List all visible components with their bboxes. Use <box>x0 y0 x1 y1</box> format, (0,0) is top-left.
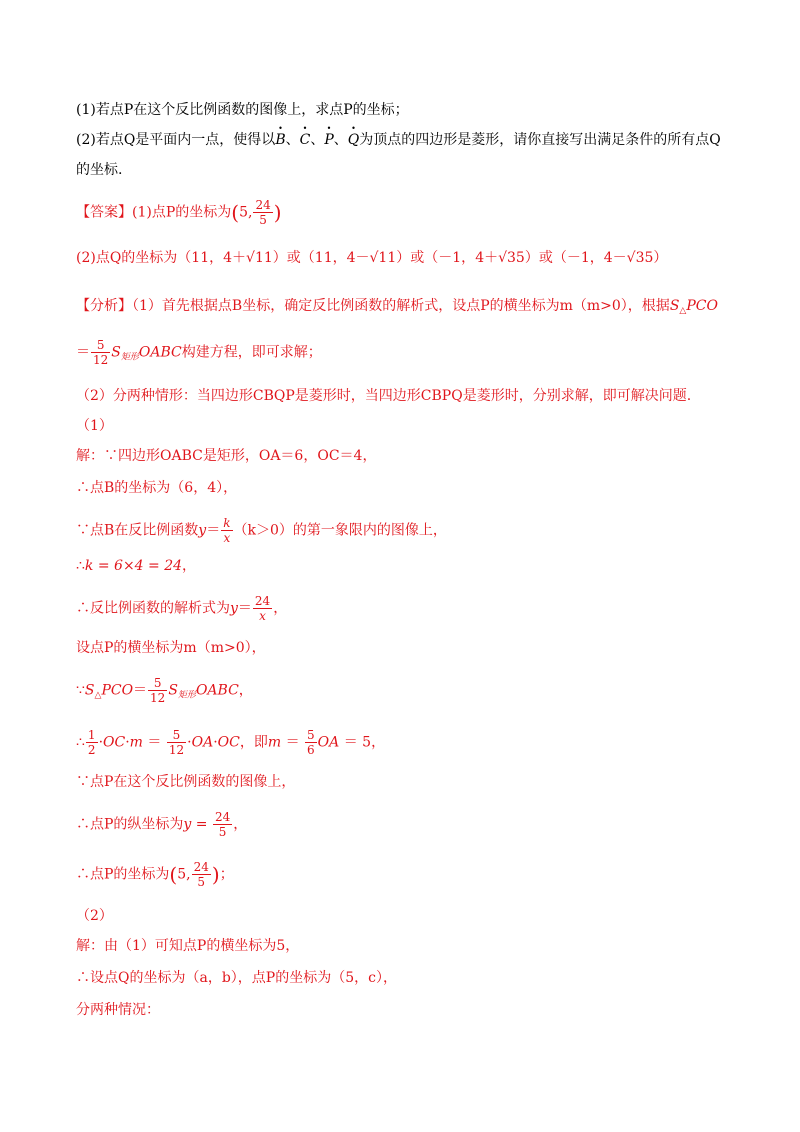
answer-2-sep: ）或（11， <box>272 250 347 266</box>
solution-line-1: 解：∵四边形OABC是矩形，OA＝6，OC＝4， <box>76 448 377 464</box>
answer-1-text: (1)点P的坐标为 <box>132 204 232 221</box>
solution-line-3b: （k＞0）的第一象限内的图像上， <box>233 522 447 539</box>
analysis-1b-text: 构建方程，即可求解； <box>181 344 322 361</box>
solution-line-5a: ∴反比例函数的解析式为 <box>76 600 230 617</box>
answer-2-a: 4＋√11 <box>223 250 273 266</box>
q2-sep-3: 、 <box>333 132 348 148</box>
analysis-1: 【分析】（1）首先根据点B坐标，确定反比例函数的解析式，设点P的横坐标为m（m>0），根据$S_\triangle PCO$ <box>76 298 718 316</box>
solution-line-11a: ∴点P的坐标为 <box>76 866 170 883</box>
part-2-label: （2） <box>76 908 113 924</box>
answer-2-end: ） <box>653 250 668 266</box>
solution-line-5: ∴反比例函数的解析式为y＝ $\frac{24}{x}$ ， <box>76 594 288 623</box>
k-value: k = 6×4 = 24 <box>84 558 183 574</box>
q2-sep-2: 、 <box>310 132 325 148</box>
q2-dotted-P: • P <box>324 130 333 150</box>
solution-line-12: 解：由（1）可知点P的横坐标为5， <box>76 938 300 954</box>
solution-line-4: ∴k = 6×4 = 24， <box>76 558 197 574</box>
analysis-2: （2）分两种情形：当四边形CBQP是菱形时，当四边形CBPQ是菱形时，分别求解，即可解决问题. <box>76 388 692 404</box>
q2-text-b: 为顶点的四边形是菱形，请你直接写出满足条件的所有点Q <box>359 132 721 148</box>
solution-line-3: ∵点B在反比例函数y＝ $\frac{k}{x}$ （k＞0）的第一象限内的图像上， <box>76 516 447 545</box>
solution-line-2: ∴点B的坐标为（6，4）， <box>76 480 238 496</box>
q2-sep-1: 、 <box>285 132 300 148</box>
q2-dotted-Q: • Q <box>348 130 359 150</box>
analysis-1-text: （1）首先根据点B坐标，确定反比例函数的解析式，设点P的横坐标为m（m>0），根据 <box>132 298 670 314</box>
answer-2-c: 4＋√35 <box>475 250 525 266</box>
answer-tag: 【答案】 <box>76 204 132 221</box>
q2-text-a: (2)若点Q是平面内一点，使得以 <box>76 132 276 148</box>
analysis-tag: 【分析】 <box>76 298 132 314</box>
answer-2 <box>76 248 667 268</box>
solution-line-8-mid: ，即 <box>239 734 268 751</box>
answer-2-sep: ）或（－1， <box>396 250 476 266</box>
solution-line-14: 分两种情况： <box>76 1002 160 1018</box>
solution-line-13: ∴设点Q的坐标为（a，b），点P的坐标为（5，c）， <box>76 970 397 986</box>
answer-2-d: 4－√35 <box>603 250 654 266</box>
analysis-1-cont: ＝ $\frac{5}{12}$ $S_{矩形}OABC$构建方程，即可求解； <box>76 338 322 367</box>
solution-line-7: $\because S_\triangle PCO=$ $\frac{5}{12}$ $S_{矩形}OABC$， <box>76 676 253 705</box>
answer-1: 【答案】(1)点P的坐标为(5, $\frac{24}{5}$ ) <box>76 198 282 227</box>
answer-2-sep: ）或（－1， <box>524 250 604 266</box>
q2-dotted-B: • B <box>275 130 285 150</box>
therefore-symbol: ∴ <box>76 558 85 574</box>
part-1-label: （1） <box>76 418 113 434</box>
solution-line-10a: ∴点P的纵坐标为 <box>76 816 184 833</box>
answer-2-b: 4－√11 <box>346 250 397 266</box>
because-symbol: ∵ <box>76 682 85 699</box>
solution-line-10: ∴点P的纵坐标为y = $\frac{24}{5}$ ， <box>76 810 248 839</box>
solution-line-9: ∵点P在这个反比例函数的图像上， <box>76 774 296 790</box>
therefore-symbol: ∴ <box>76 734 85 751</box>
question-2-line-2: 的坐标. <box>76 162 123 178</box>
solution-line-6: 设点P的横坐标为m（m>0）， <box>76 640 266 656</box>
solution-line-3a: ∵点B在反比例函数 <box>76 522 199 539</box>
solution-line-11: ∴点P的坐标为(5, $\frac{24}{5}$ )； <box>76 860 234 889</box>
q2-dotted-C: • C <box>300 130 311 150</box>
question-2-line-1 <box>76 130 721 150</box>
answer-2-text: (2)点Q的坐标为（11， <box>76 250 224 266</box>
question-1: (1)若点P在这个反比例函数的图像上，求点P的坐标； <box>76 102 409 118</box>
solution-line-8: ∴ $\frac{1}{2}$ ·OC·m ＝ $\frac{5}{12}$ ·OA·OC，即m ＝ $\frac{5}{6}$ OA ＝ 5， <box>76 728 386 757</box>
